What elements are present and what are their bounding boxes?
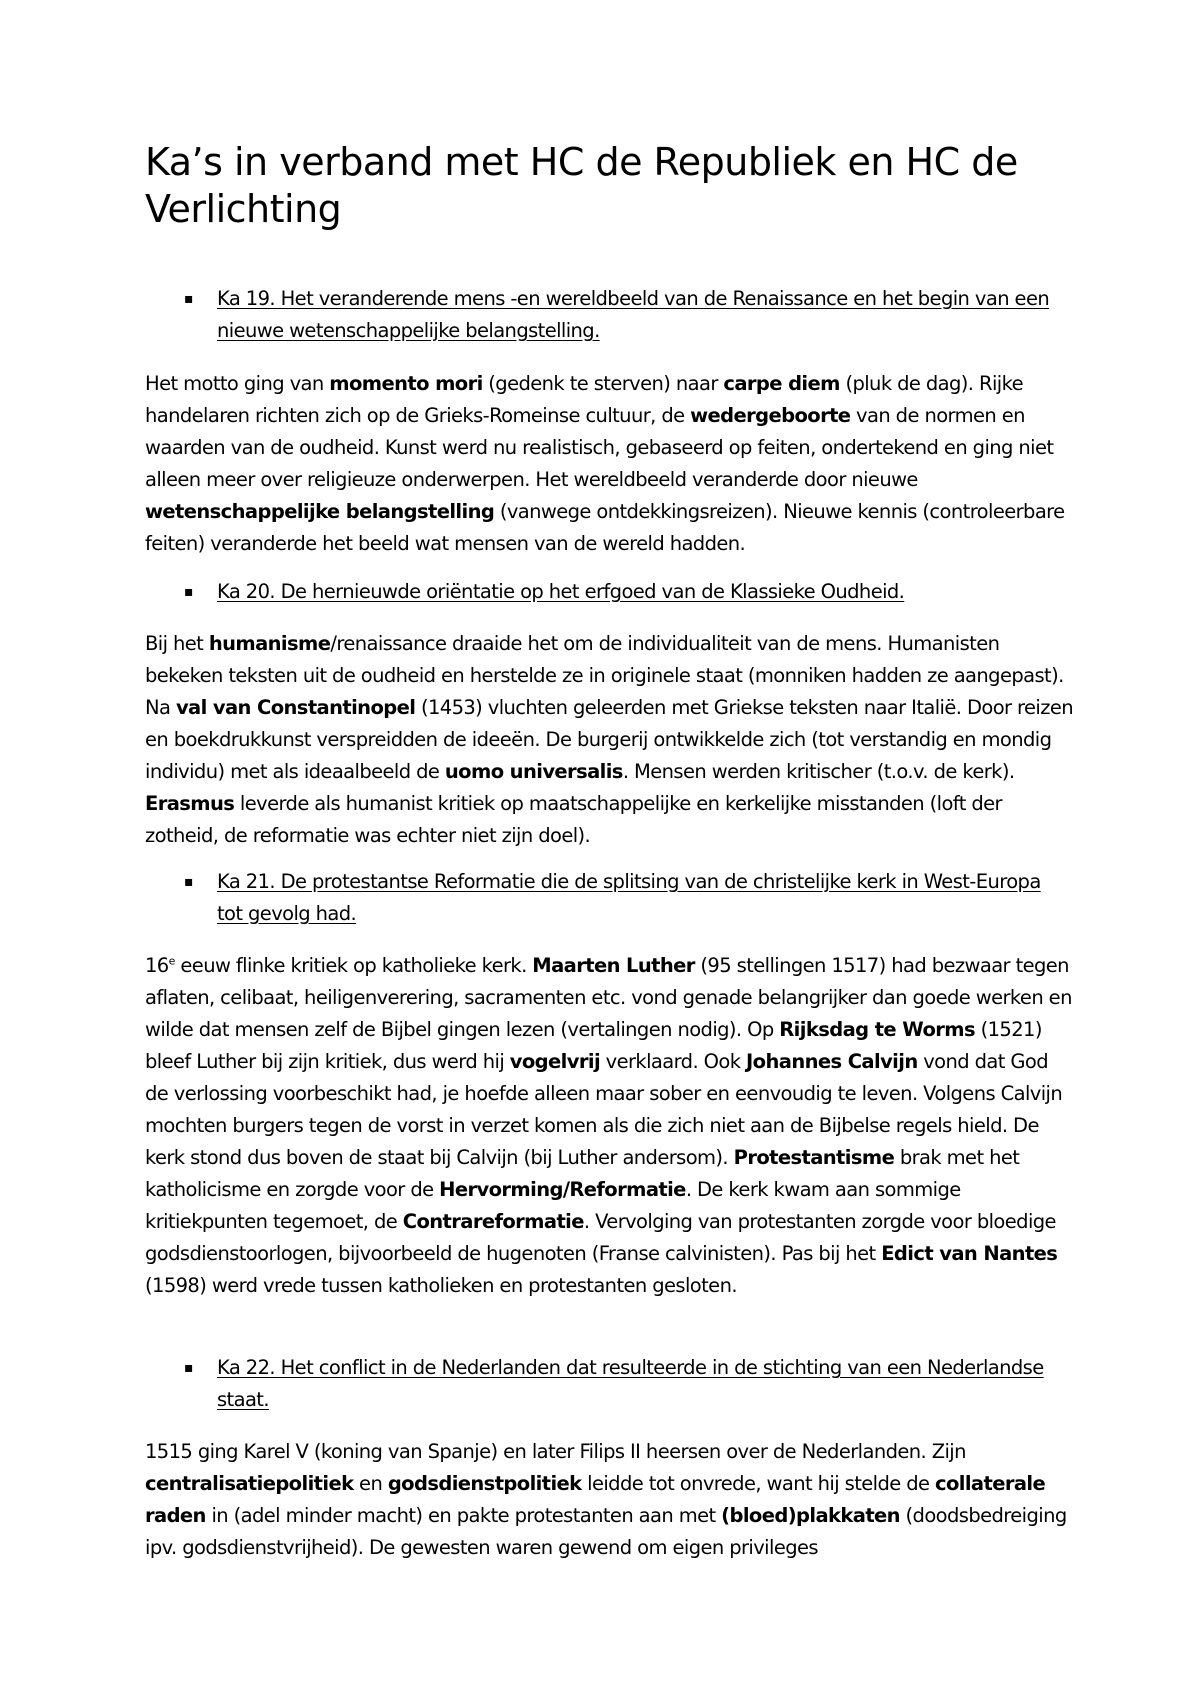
text-run: (gedenk te sterven) naar — [482, 372, 724, 395]
text-run: Bij het — [145, 632, 209, 655]
bold-term: val van Constantinopel — [175, 696, 416, 719]
section-heading-ka21 — [184, 866, 1067, 930]
bold-term: Hervorming/Reformatie — [439, 1178, 686, 1201]
section-body-ka19 — [145, 368, 1075, 560]
text-run: Het motto ging van — [145, 372, 330, 395]
superscript: e — [168, 954, 175, 968]
bold-term: vogelvrij — [509, 1050, 601, 1073]
bold-term: Protestantisme — [733, 1146, 895, 1169]
section-body-ka21 — [145, 950, 1075, 1302]
section-body-ka22 — [145, 1436, 1075, 1564]
bold-term: uomo universalis — [444, 760, 623, 783]
text-run: eeuw flinke kritiek op katholieke kerk. — [174, 954, 533, 977]
text-run: . Mensen werden kritischer (t.o.v. de kerk). — [622, 760, 1015, 783]
section-heading-text: Ka 20. De hernieuwde oriëntatie op het erfgoed van de Klassieke Oudheid. — [217, 580, 905, 603]
text-run: leverde als humanist kritiek op maatschappelijke en kerkelijke misstanden (loft der zotheid, de reformatie was echter niet zijn doel). — [145, 792, 1002, 847]
bullet-icon: ▪ — [184, 584, 193, 600]
text-run: in (adel minder macht) en pakte protestanten aan met — [205, 1504, 722, 1527]
bullet-icon: ▪ — [184, 1360, 193, 1376]
text-run: (1598) werd vrede tussen katholieken en protestanten gesloten. — [145, 1274, 737, 1297]
bold-term: collaterale raden — [145, 1472, 1046, 1527]
text-run: van de normen en waarden van de oudheid. Kunst werd nu realistisch, gebaseerd op feiten, ondertekend en ging niet alleen meer over religieuze onderwerpen. Het wereldbeeld veranderde door nieuwe — [145, 404, 1054, 491]
bold-term: (bloed)plakkaten — [721, 1504, 900, 1527]
text-run: . Vervolging van protestanten zorgde voor bloedige godsdienstoorlogen, bijvoorbeeld de hugenoten (Franse calvinisten). Pas bij het — [145, 1210, 1056, 1265]
text-run: brak met het katholicisme en zorgde voor de — [145, 1146, 1020, 1201]
bold-term: Maarten Luther — [532, 954, 695, 977]
bold-term: carpe diem — [723, 372, 840, 395]
bold-term: godsdienstpolitiek — [387, 1472, 582, 1495]
text-run: /renaissance draaide het om de individualiteit van de mens. Humanisten bekeken teksten uit de oudheid en herstelde ze in originele staat (monniken hadden ze aangepast). Na — [145, 632, 1064, 719]
section-heading-ka22 — [184, 1352, 1067, 1416]
bold-term: wetenschappelijke belangstelling — [145, 500, 495, 523]
bold-term: Edict van Nantes — [881, 1242, 1058, 1265]
bullet-icon: ▪ — [184, 874, 193, 890]
bold-term: centralisatiepolitiek — [145, 1472, 354, 1495]
section-body-ka20 — [145, 628, 1075, 852]
text-run: en — [353, 1472, 388, 1495]
section-heading-ka20 — [184, 576, 1067, 608]
bold-term: Johannes Calvijn — [746, 1050, 918, 1073]
text-run: leidde tot onvrede, want hij stelde de — [581, 1472, 935, 1495]
text-run: (1453) vluchten geleerden met Griekse teksten naar Italië. Door reizen en boekdrukkunst verspreidden de ideeën. De burgerij ontwikkelde zich (tot verstandig en mondig individu) met als ideaalbeeld de — [145, 696, 1074, 783]
bullet-icon: ▪ — [184, 291, 193, 307]
bold-term: Erasmus — [145, 792, 235, 815]
text-run: (1521) bleef Luther bij zijn kritiek, dus werd hij — [145, 1018, 1042, 1073]
text-run: 16 — [145, 954, 169, 977]
text-run: verklaard. Ook — [600, 1050, 747, 1073]
text-run: vond dat God de verlossing voorbeschikt had, je hoefde alleen maar sober en eenvoudig te leven. Volgens Calvijn mochten burgers tegen de vorst in verzet komen als die zich niet aan de Bijbelse regels hield. De kerk stond dus boven de staat bij Calvijn (bij Luther andersom). — [145, 1050, 1063, 1169]
text-run: (doodsbedreiging ipv. godsdienstvrijheid). De gewesten waren gewend om eigen privileges — [145, 1504, 1067, 1559]
text-run: (95 stellingen 1517) had bezwaar tegen aflaten, celibaat, heiligenverering, sacramenten etc. vond genade belangrijker dan goede werken en wilde dat mensen zelf de Bijbel gingen lezen (vertalingen nodig). Op — [145, 954, 1072, 1041]
section-heading-text: Ka 19. Het veranderende mens -en wereldbeeld van de Renaissance en het begin van een nieuwe wetenschappelijke belangstelling. — [217, 287, 1050, 342]
section-heading-ka19 — [184, 283, 1067, 347]
bold-term: Contrareformatie — [402, 1210, 584, 1233]
section-heading-text: Ka 22. Het conflict in de Nederlanden dat resulteerde in de stichting van een Nederlandse staat. — [217, 1356, 1044, 1411]
bold-term: Rijksdag te Worms — [779, 1018, 975, 1041]
bold-term: wedergeboorte — [690, 404, 851, 427]
text-run: (vanwege ontdekkingsreizen). Nieuwe kennis (controleerbare feiten) veranderde het beeld wat mensen van de wereld hadden. — [145, 500, 1065, 555]
text-run: (pluk de dag). Rijke handelaren richten zich op de Grieks-Romeinse cultuur, de — [145, 372, 1023, 427]
bold-term: humanisme — [208, 632, 331, 655]
bold-term: momento mori — [329, 372, 483, 395]
text-run: . De kerk kwam aan sommige kritiekpunten tegemoet, de — [145, 1178, 961, 1233]
document-title: Ka’s in verband met HC de Republiek en HC de Verlichting — [145, 140, 1018, 231]
text-run: 1515 ging Karel V (koning van Spanje) en later Filips II heersen over de Nederlanden. Zijn — [145, 1440, 966, 1463]
section-heading-text: Ka 21. De protestantse Reformatie die de splitsing van de christelijke kerk in West-Europa tot gevolg had. — [217, 870, 1041, 925]
